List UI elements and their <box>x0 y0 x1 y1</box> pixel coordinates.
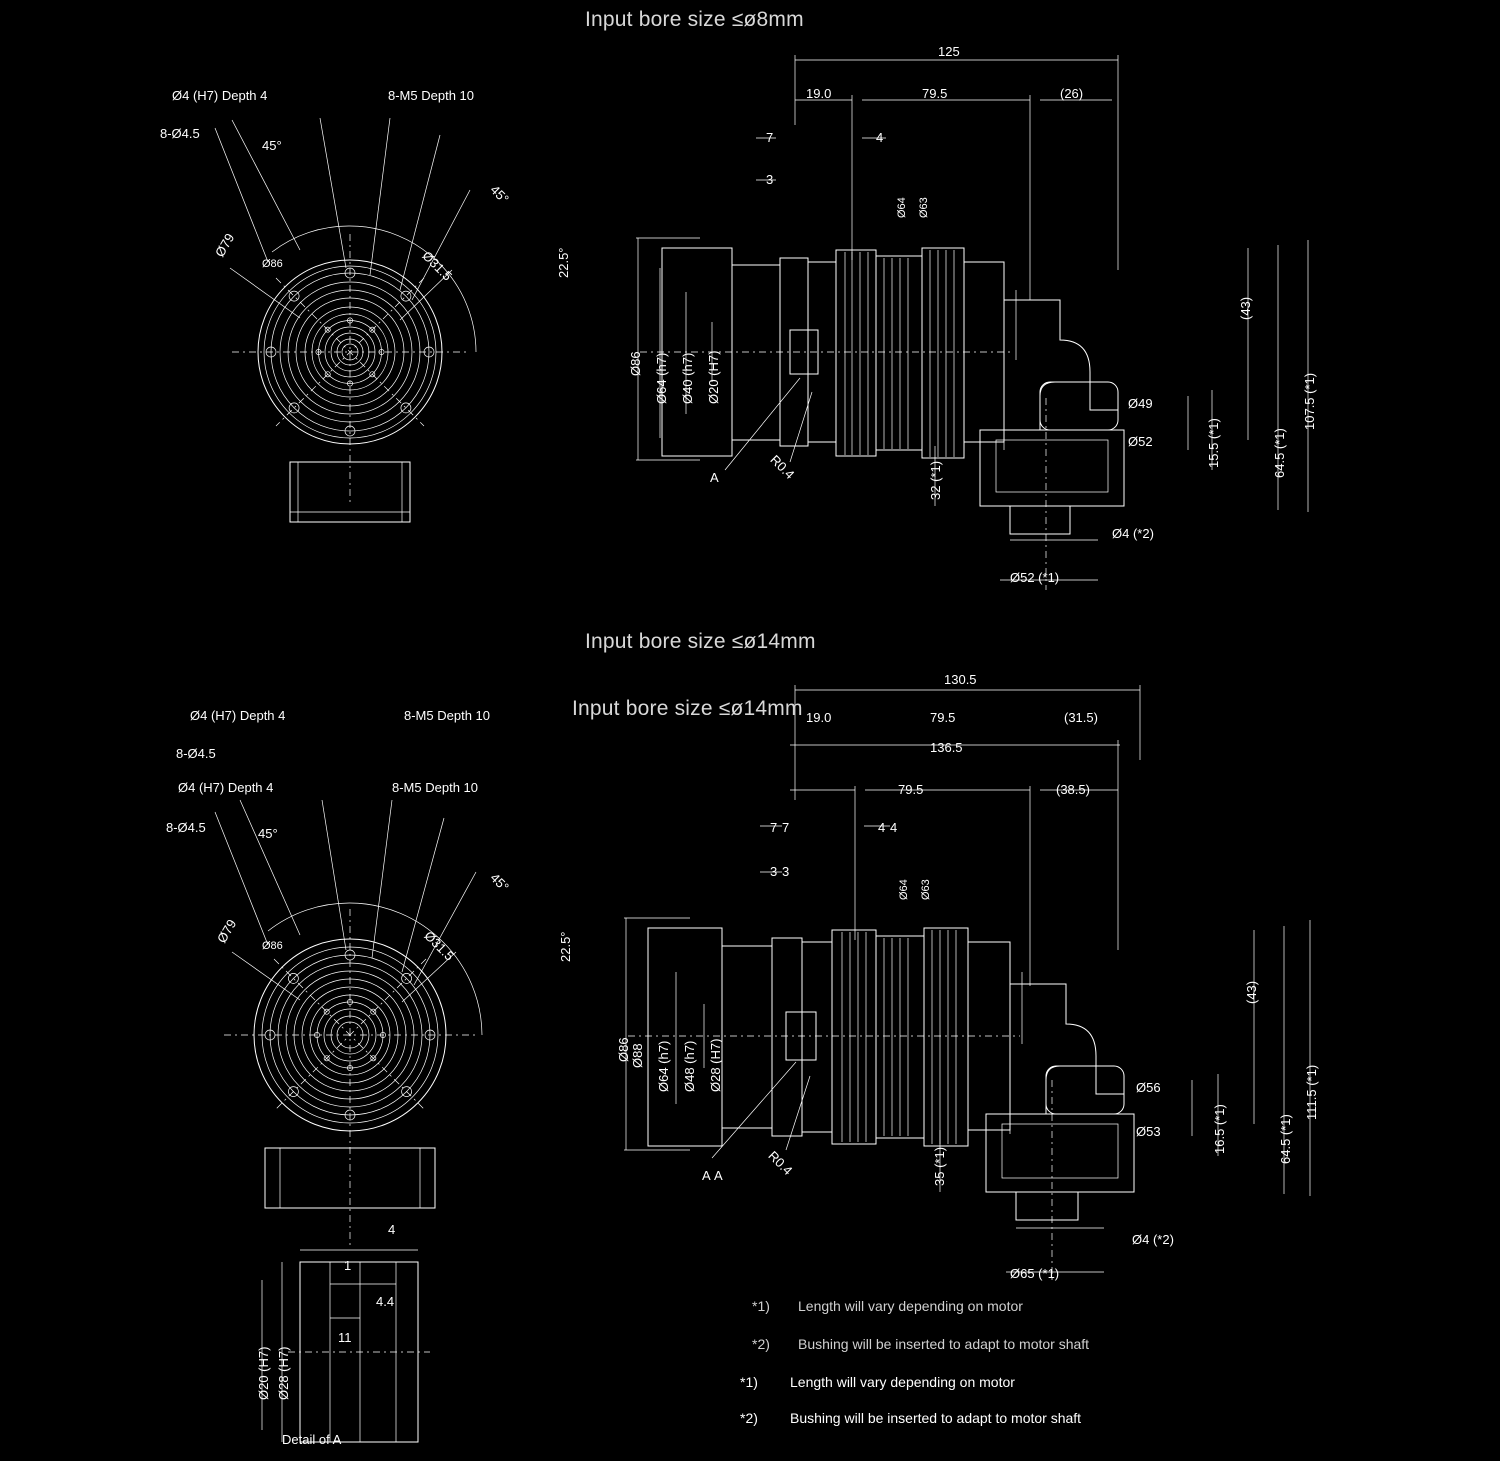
bottom-front-callout-ov-0: Ø4 (H7) Depth 4 <box>178 780 274 795</box>
bottom-front-leaders <box>215 800 476 1002</box>
top-side-dim-4: 4 <box>876 130 884 145</box>
bottom-front-callout-ov-2: 8-Ø4.5 <box>166 820 206 835</box>
top-side-detail-a: A <box>710 470 719 485</box>
top-side-dim-155: 15.5 (*1) <box>1206 418 1221 468</box>
top-side-dim-d64h7: Ø64 (h7) <box>654 352 669 404</box>
top-side-dim-125: 125 <box>938 44 960 59</box>
bottom-front-callout-ov-3: Ø79 <box>214 916 240 946</box>
top-front-angle-0: 45° <box>262 138 282 153</box>
bottom-side-view <box>624 685 1310 1280</box>
bottom-side-detail-a2: A <box>714 1168 723 1183</box>
bottom-side-dim-43: (43) <box>1244 980 1259 1004</box>
bottom-front-callout-5: Ø86 <box>262 940 283 952</box>
top-side-dim-d40h7: Ø40 (h7) <box>680 352 695 404</box>
top-front-angle-1: 45° <box>487 182 512 207</box>
bottom-side-dim-d64: Ø64 <box>898 879 910 900</box>
bottom-side-dim-d4: Ø4 (*2) <box>1132 1232 1174 1247</box>
bottom-side-dim-1115: 111.5 (*1) <box>1304 1064 1319 1120</box>
bottom-front-callout-ov-1: 8-M5 Depth 10 <box>392 780 478 795</box>
top-side-dim-d63: Ø63 <box>918 197 930 218</box>
bottom-side-dim-d65: Ø65 (*1) <box>1010 1266 1060 1281</box>
bottom-side-dim-ov-795: 79.5 <box>898 782 924 797</box>
keyway-dim-d28: Ø28 (H7) <box>276 1346 291 1400</box>
top-front-callout-0: Ø4 (H7) Depth 4 <box>172 88 268 103</box>
note-text-0: Length will vary depending on motor <box>798 1298 1023 1314</box>
top-front-angle-2: 22.5° <box>556 247 571 278</box>
bottom-side-dim-4b: 4 <box>890 820 898 835</box>
top-side-dim-d4: Ø4 (*2) <box>1112 526 1154 541</box>
bottom-side-dim-ov-1365: 136.5 <box>930 740 963 755</box>
top-front-callout-2: 8-Ø4.5 <box>160 126 200 141</box>
top-side-dim-26: (26) <box>1060 86 1084 101</box>
bottom-side-dim-d64h7: Ø64 (h7) <box>656 1040 671 1092</box>
note-marker-3: *2) <box>740 1410 758 1426</box>
bottom-side-dim-4: 4 <box>878 820 886 835</box>
bottom-front-callout-0: Ø4 (H7) Depth 4 <box>190 708 286 723</box>
section-title-bottom-overlay: Input bore size ≤ø14mm <box>572 697 803 720</box>
note-text-3: Bushing will be inserted to adapt to motor shaft <box>790 1410 1082 1426</box>
keyway-detail-label: Detail of A <box>282 1432 342 1447</box>
bottom-side-dim-3b: 3 <box>782 864 790 879</box>
top-side-dim-19: 19.0 <box>806 86 832 101</box>
top-front-callout-1: 8-M5 Depth 10 <box>388 88 474 103</box>
keyway-dim-44: 4.4 <box>376 1294 395 1309</box>
keyway-dim-d20: Ø20 (H7) <box>256 1346 271 1400</box>
bottom-side-dim-7: 7 <box>770 820 778 835</box>
top-side-dim-1075: 107.5 (*1) <box>1302 372 1317 430</box>
keyway-dim-4: 4 <box>388 1222 396 1237</box>
bottom-side-detail-r04: R0.4 <box>765 1148 796 1179</box>
note-marker-2: *1) <box>740 1374 758 1390</box>
top-side-view <box>636 55 1308 590</box>
top-side-dim-d86: Ø86 <box>628 351 643 376</box>
bottom-front-angle-1: 45° <box>487 870 512 895</box>
top-front-callout-5: Ø86 <box>262 258 283 270</box>
bottom-front-angle-0: 45° <box>258 826 278 841</box>
keyway-dim-1: 1 <box>344 1258 352 1273</box>
top-side-dim-d52: Ø52 <box>1128 434 1153 449</box>
bottom-side-dim-ov-385: (38.5) <box>1056 782 1090 797</box>
bottom-side-dim-d28h7: Ø28 (H7) <box>708 1038 723 1092</box>
top-side-dim-43: (43) <box>1238 296 1253 320</box>
top-side-dim-32: 32 (*1) <box>928 460 943 500</box>
top-side-dim-d64: Ø64 <box>896 197 908 218</box>
bottom-side-detail-a: A <box>702 1168 711 1183</box>
bottom-side-dim-d63: Ø63 <box>920 879 932 900</box>
top-front-callout-4: Ø31.5 <box>419 248 456 284</box>
bottom-side-dim-35: 35 (*1) <box>932 1146 947 1186</box>
bottom-front-callout-1: 8-M5 Depth 10 <box>404 708 490 723</box>
section-title-bottom: Input bore size ≤ø14mm <box>585 630 816 653</box>
top-side-dim-d52-1: Ø52 (*1) <box>1010 570 1060 585</box>
bottom-side-dim-19: 19.0 <box>806 710 832 725</box>
keyway-dim-11: 11 <box>338 1330 352 1345</box>
top-side-dim-7: 7 <box>766 130 774 145</box>
bottom-side-dim-645: 64.5 (*1) <box>1278 1114 1293 1164</box>
top-side-dim-795: 79.5 <box>922 86 948 101</box>
top-side-dim-3: 3 <box>766 172 774 187</box>
top-side-dim-645: 64.5 (*1) <box>1272 428 1287 478</box>
top-front-leaders <box>215 118 470 320</box>
bottom-side-dim-315: (31.5) <box>1064 710 1098 725</box>
top-side-detail-r04: R0.4 <box>767 452 798 483</box>
section-title-top: Input bore size ≤ø8mm <box>585 8 804 31</box>
top-side-dim-d20h7: Ø20 (H7) <box>706 350 721 404</box>
bottom-side-dim-d53: Ø53 <box>1136 1124 1161 1139</box>
top-side-dim-d49: Ø49 <box>1128 396 1153 411</box>
bottom-side-dim-1305: 130.5 <box>944 672 977 687</box>
bottom-side-dim-d48h7: Ø48 (h7) <box>682 1040 697 1092</box>
bottom-front-callout-ov-4: Ø31.5 <box>421 928 458 964</box>
bottom-side-dim-d88: Ø88 <box>630 1043 645 1068</box>
bottom-side-dim-165: 16.5 (*1) <box>1212 1104 1227 1154</box>
note-marker-1: *2) <box>752 1336 770 1352</box>
note-text-1: Bushing will be inserted to adapt to motor shaft <box>798 1336 1090 1352</box>
note-marker-0: *1) <box>752 1298 770 1314</box>
bottom-side-dim-7b: 7 <box>782 820 790 835</box>
top-front-callout-3: Ø79 <box>212 230 238 260</box>
note-text-2: Length will vary depending on motor <box>790 1374 1015 1390</box>
bottom-front-angle-2: 22.5° <box>558 931 573 962</box>
bottom-side-dim-d56: Ø56 <box>1136 1080 1161 1095</box>
bottom-side-dim-d86: Ø86 <box>616 1037 631 1062</box>
bottom-side-dim-3: 3 <box>770 864 778 879</box>
bottom-side-dim-795: 79.5 <box>930 710 956 725</box>
bottom-front-callout-2: 8-Ø4.5 <box>176 746 216 761</box>
